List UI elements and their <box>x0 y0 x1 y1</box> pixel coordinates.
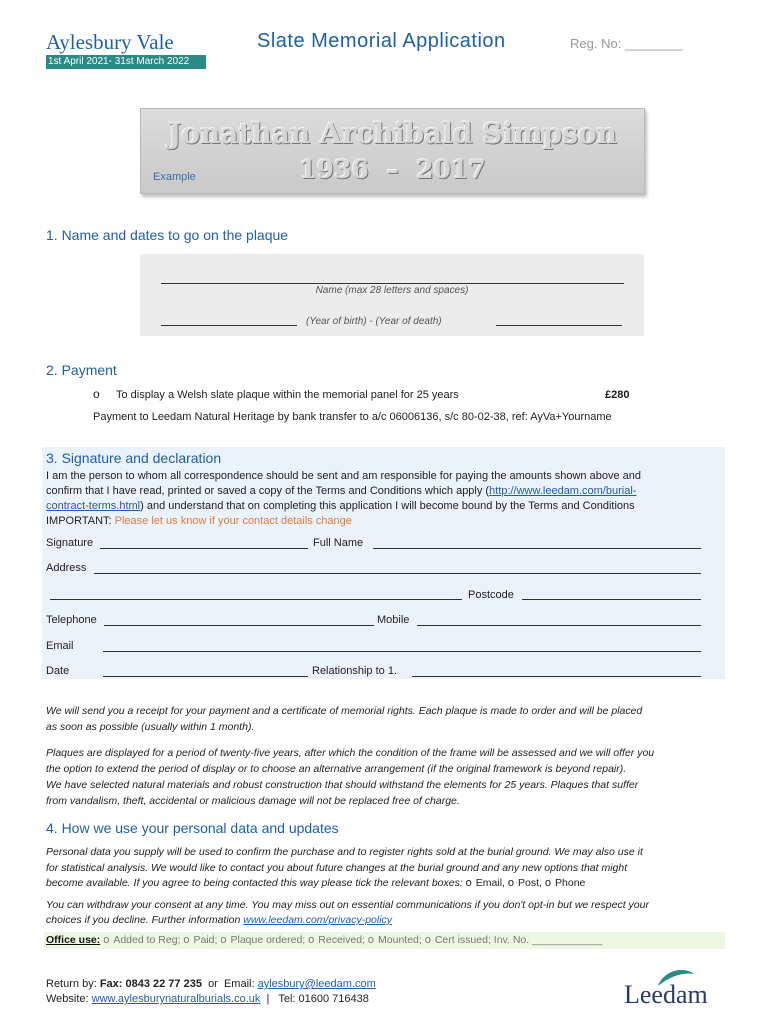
office-circle-2[interactable]: o <box>183 934 190 946</box>
office-item-ordered-label: Plaque ordered; <box>230 934 306 946</box>
address-label: Address <box>46 562 87 574</box>
data-use-p1-b: for statistical analysis. We would like to contact you about future changes at the burial ground and any new options that might <box>46 861 628 874</box>
or-email-text: or Email: <box>201 978 258 990</box>
dates-hint: (Year of birth) - (Year of death) <box>306 316 442 327</box>
office-item-received-label: Received; <box>318 934 365 946</box>
postcode-label: Postcode <box>468 589 514 601</box>
declaration-panel <box>42 447 725 679</box>
death-year-line[interactable] <box>496 325 622 326</box>
signature-label: Signature <box>46 537 94 549</box>
contact-email-checkbox[interactable] <box>466 877 505 889</box>
footer-website <box>46 993 369 1005</box>
example-plaque <box>140 108 645 194</box>
address-field-1[interactable] <box>94 573 701 574</box>
period-text: 1st April 2021- 31st March 2022 <box>48 56 190 67</box>
section1-heading: 1. Name and dates to go on the plaque <box>46 227 289 243</box>
footer-website-link[interactable]: www.aylesburynaturalburials.co.uk <box>91 993 261 1005</box>
contact-phone-checkbox[interactable] <box>545 877 586 889</box>
email-field[interactable] <box>103 651 701 652</box>
website-label: Website: <box>46 993 92 1005</box>
post-check-circle[interactable]: o <box>507 877 515 889</box>
office-circle-6[interactable]: o <box>424 934 431 946</box>
footer-tel: | Tel: 01600 716438 <box>260 993 369 1005</box>
fax-number: Fax: 0843 22 77 235 <box>99 978 202 990</box>
contact-email-label: Email, <box>475 877 505 889</box>
full-name-field[interactable] <box>373 548 701 549</box>
period-bar <box>46 55 206 69</box>
office-use-label: Office use: <box>46 934 101 946</box>
name-input-line[interactable] <box>161 283 624 284</box>
terms-link-part1[interactable]: http://www.leedam.com/burial- <box>489 485 637 497</box>
notes-p1-a: We will send you a receipt for your payment and a certificate of memorial rights. Each plaque is made to order and will be placed <box>46 705 643 717</box>
notes-p2-c: We have selected natural materials and robust construction that should withstand the elements for 25 years. Plaques that suffer <box>46 779 639 791</box>
privacy-policy-link[interactable]: www.leedam.com/privacy-policy <box>243 914 393 926</box>
address-field-2[interactable] <box>50 599 462 600</box>
phone-check-circle[interactable]: o <box>544 877 552 889</box>
date-label: Date <box>46 665 70 677</box>
notes-p1-b: as soon as possible (usually within 1 month). <box>46 721 255 733</box>
decl-line-2-text: confirm that I have read, printed or saved a copy of the Terms and Conditions which apply ( <box>46 485 490 497</box>
data-use-p1-c <box>46 876 649 892</box>
section3-heading: 3. Signature and declaration <box>46 450 222 466</box>
email-label: Email <box>46 640 74 652</box>
signature-field[interactable] <box>100 548 308 549</box>
contact-post-checkbox[interactable] <box>508 877 542 889</box>
full-name-label: Full Name <box>313 537 364 549</box>
office-item-cert <box>425 934 602 946</box>
plaque-dates: 1936 – 2017 <box>299 155 486 184</box>
office-item-cert-label: Cert issued; Inv. No. ____________ <box>434 934 603 946</box>
postcode-field[interactable] <box>522 599 701 600</box>
birth-year-line[interactable] <box>161 325 297 326</box>
footer-email-link[interactable]: aylesbury@leedam.com <box>257 978 376 990</box>
office-item-paid-label: Paid; <box>193 934 218 946</box>
office-circle-5[interactable]: o <box>367 934 375 946</box>
notes-p2-d: from vandalism, theft, accidental or malicious damage will not be replaced free of charge. <box>46 795 460 807</box>
payment-option-bullet[interactable]: o <box>93 387 100 401</box>
date-field[interactable] <box>103 676 308 677</box>
office-circle-3[interactable]: o <box>220 934 227 946</box>
payment-note: Payment to Leedam Natural Heritage by bank transfer to a/c 06006136, s/c 80-02-38, ref: AyVa+Yourname <box>93 411 612 423</box>
data-use-p1-c-text: become available. If you agree to being contacted this way please tick the relevant boxes: <box>46 877 463 889</box>
office-use-bar <box>44 932 725 949</box>
data-use-p1-a: Personal data you supply will be used to confirm the purchase and to register rights sold at the burial ground. We may also use it <box>46 846 643 858</box>
payment-option-text: To display a Welsh slate plaque within the memorial panel for 25 years <box>116 389 459 401</box>
mobile-label: Mobile <box>377 614 410 626</box>
office-item-ordered <box>220 934 305 946</box>
office-item-received <box>308 934 365 946</box>
example-label: Example <box>153 171 196 183</box>
office-circle-1[interactable]: o <box>103 934 110 946</box>
office-circle-4[interactable]: o <box>308 934 315 946</box>
office-item-added <box>103 934 180 946</box>
return-label: Return by: <box>46 978 100 990</box>
data-use-p2-b-text: choices if you decline. Further information <box>46 914 244 926</box>
name-dates-panel <box>140 254 644 336</box>
relationship-label: Relationship to 1. <box>312 665 397 677</box>
decl-line-3 <box>46 500 635 512</box>
important-line <box>46 515 352 527</box>
contact-post-label: Post, <box>518 877 542 889</box>
org-name: Aylesbury Vale <box>46 30 174 54</box>
section4-heading: 4. How we use your personal data and updates <box>46 820 339 836</box>
leedam-logo <box>620 966 730 1016</box>
notes-p2-a: Plaques are displayed for a period of twenty-five years, after which the condition of the frame will be assessed and we will offer you <box>46 747 655 759</box>
reg-no: Reg. No: ________ <box>570 36 683 51</box>
important-text: Please let us know if your contact details change <box>114 515 352 527</box>
office-item-mounted <box>368 934 422 946</box>
decl-line-3-text: ) and understand that on completing this application I will become bound by the Terms and Conditions <box>140 500 635 512</box>
data-use-block <box>46 845 649 929</box>
notes-p2-b: the option to extend the period of display or to choose an alternative arrangement (if the original framework is beyond repair). <box>46 763 627 775</box>
contact-phone-label: Phone <box>555 877 586 889</box>
footer-return <box>46 978 376 990</box>
decl-line-1: I am the person to whom all correspondence should be sent and am responsible for paying the amounts shown above and <box>46 470 641 482</box>
telephone-field[interactable] <box>104 625 374 626</box>
name-hint: Name (max 28 letters and spaces) <box>315 285 469 296</box>
decl-line-2 <box>46 485 636 497</box>
relationship-field[interactable] <box>412 676 701 677</box>
page-title: Slate Memorial Application <box>257 30 506 52</box>
office-item-paid <box>183 934 217 946</box>
mobile-field[interactable] <box>417 625 701 626</box>
data-use-p2-a: You can withdraw your consent at any time. You may miss out on essential communications if you don't opt-in but we respect your <box>46 898 649 911</box>
payment-price: £280 <box>605 389 630 401</box>
important-label: IMPORTANT: <box>46 515 115 527</box>
plaque-name: Jonathan Archibald Simpson <box>167 117 618 150</box>
section2-heading: 2. Payment <box>46 362 117 378</box>
logo-text: Leedam <box>624 980 708 1009</box>
email-check-circle[interactable]: o <box>465 877 472 889</box>
data-use-p2-b <box>46 913 649 929</box>
office-item-added-label: Added to Reg; <box>113 934 181 946</box>
terms-link-part2[interactable]: contract-terms.html <box>46 500 141 512</box>
notes-block <box>46 703 654 809</box>
office-item-mounted-label: Mounted; <box>378 934 422 946</box>
telephone-label: Telephone <box>46 614 97 626</box>
